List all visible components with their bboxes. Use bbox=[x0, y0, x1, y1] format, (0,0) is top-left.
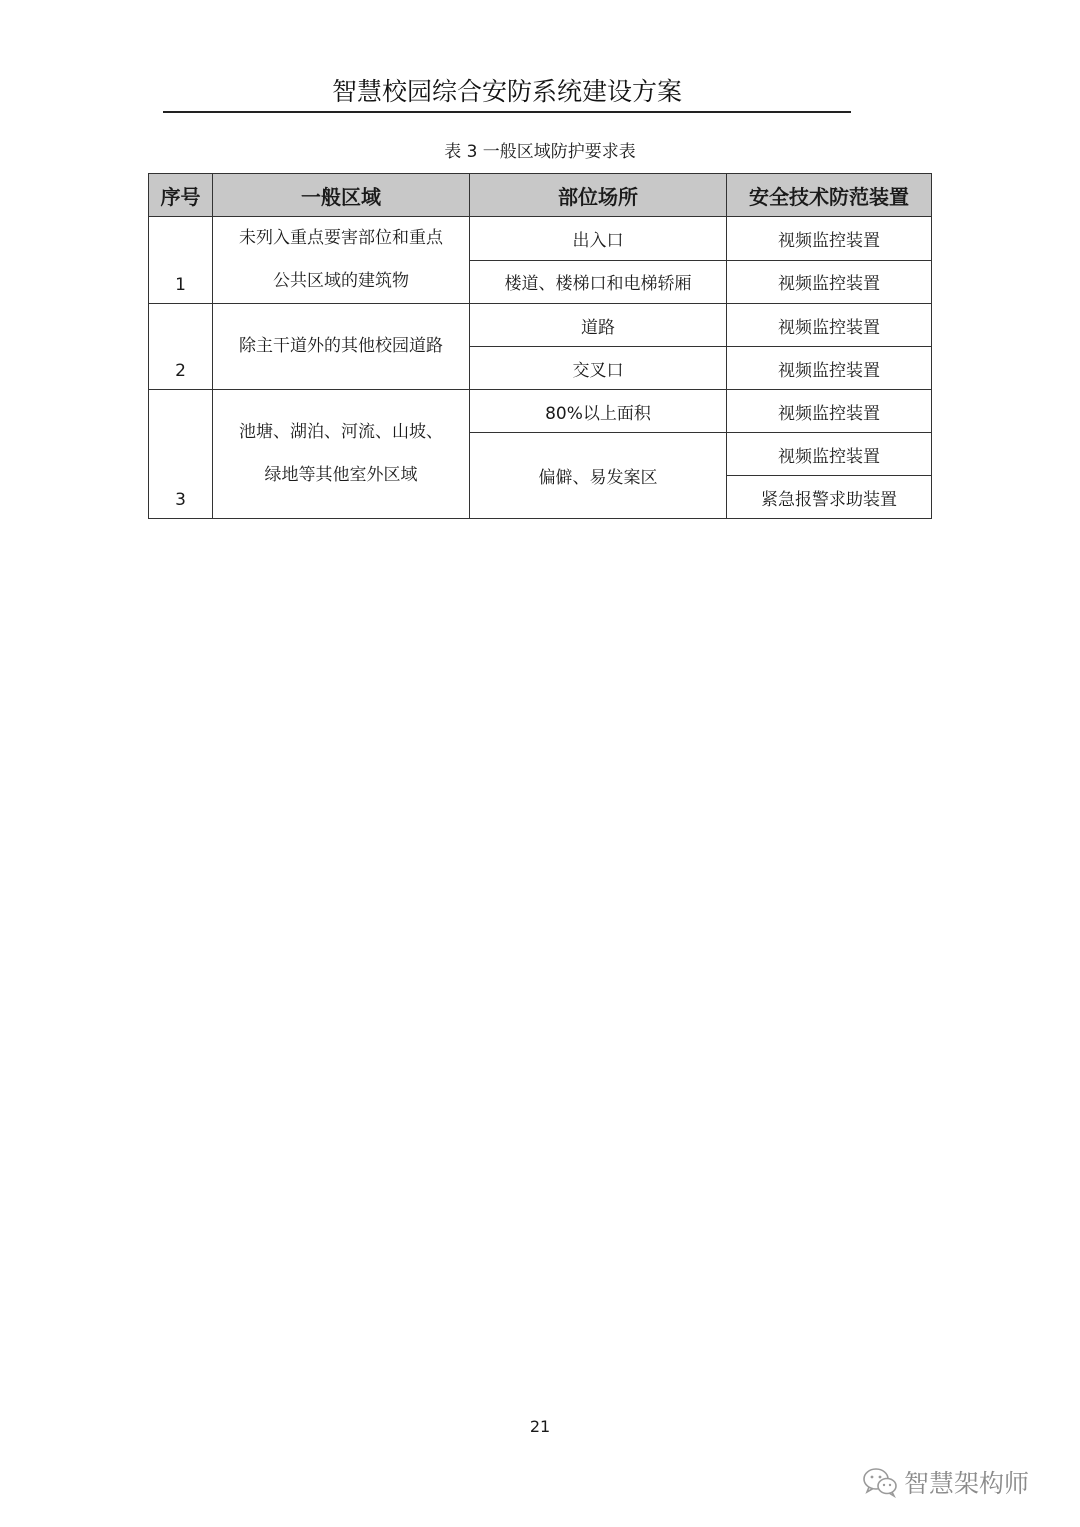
device-cell: 视频监控装置 bbox=[727, 347, 932, 390]
place-cell: 道路 bbox=[470, 304, 727, 347]
seq-cell: 1 bbox=[149, 217, 213, 304]
column-header-area: 一般区域 bbox=[213, 174, 470, 217]
device-cell: 视频监控装置 bbox=[727, 433, 932, 476]
column-header-seq: 序号 bbox=[149, 174, 213, 217]
device-cell: 视频监控装置 bbox=[727, 304, 932, 347]
place-cell: 楼道、楼梯口和电梯轿厢 bbox=[470, 260, 727, 304]
table-header-row bbox=[149, 174, 932, 217]
area-line: 除主干道外的其他校园道路 bbox=[239, 336, 443, 356]
watermark bbox=[862, 1460, 1029, 1504]
area-line: 池塘、湖泊、河流、山坡、 bbox=[239, 422, 443, 442]
column-header-device: 安全技术防范装置 bbox=[727, 174, 932, 217]
device-cell: 视频监控装置 bbox=[727, 217, 932, 261]
area-line: 绿地等其他室外区域 bbox=[264, 465, 418, 485]
device-cell: 视频监控装置 bbox=[727, 260, 932, 304]
protection-requirements-table bbox=[148, 173, 932, 519]
seq-cell: 2 bbox=[149, 304, 213, 390]
table-row bbox=[149, 304, 932, 347]
place-cell: 交叉口 bbox=[470, 347, 727, 390]
wechat-icon bbox=[862, 1466, 898, 1498]
document-title: 智慧校园综合安防系统建设方案 bbox=[331, 77, 682, 106]
device-cell: 紧急报警求助装置 bbox=[727, 476, 932, 519]
table-row bbox=[149, 217, 932, 261]
watermark-text: 智慧架构师 bbox=[904, 1469, 1030, 1498]
device-cell: 视频监控装置 bbox=[727, 390, 932, 433]
area-cell bbox=[213, 390, 470, 519]
seq-cell: 3 bbox=[149, 390, 213, 519]
place-cell: 出入口 bbox=[470, 217, 727, 261]
header-divider bbox=[163, 111, 851, 113]
place-cell: 偏僻、易发案区 bbox=[470, 433, 727, 519]
page-number: 21 bbox=[529, 1417, 551, 1436]
area-line: 公共区域的建筑物 bbox=[273, 271, 409, 291]
area-cell bbox=[213, 304, 470, 390]
column-header-place: 部位场所 bbox=[470, 174, 727, 217]
area-cell bbox=[213, 217, 470, 304]
table-row bbox=[149, 390, 932, 433]
area-line: 未列入重点要害部位和重点 bbox=[239, 228, 443, 248]
place-cell: 80%以上面积 bbox=[470, 390, 727, 433]
table-caption: 表 3 一般区域防护要求表 bbox=[444, 142, 636, 162]
